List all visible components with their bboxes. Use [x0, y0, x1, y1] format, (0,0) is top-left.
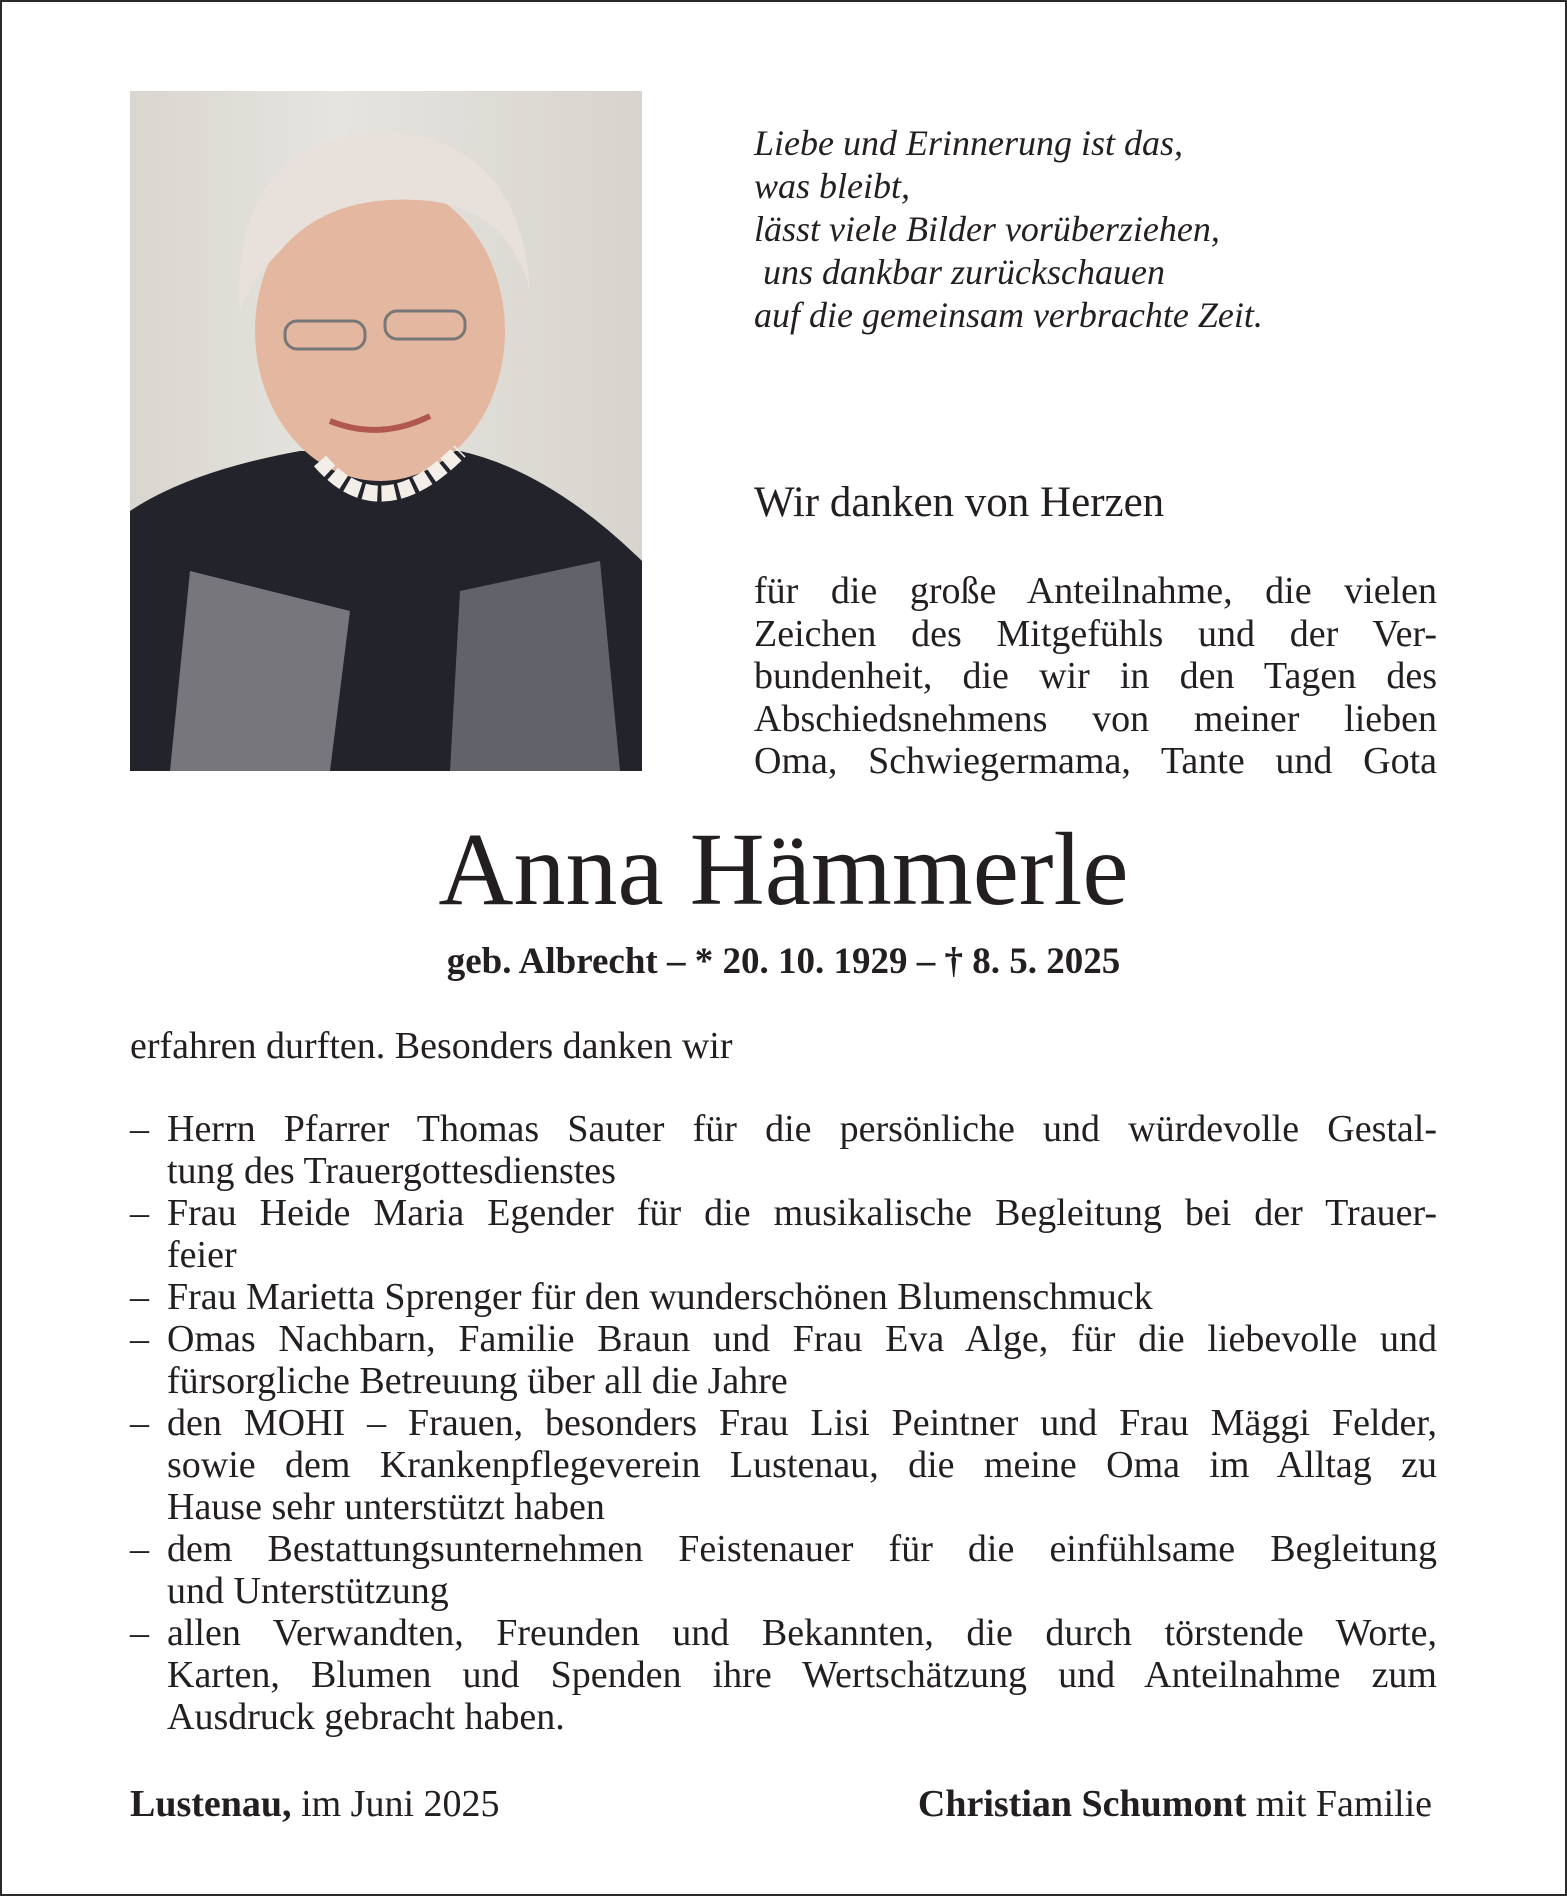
list-item-line: Hause sehr unterstützt haben — [167, 1486, 605, 1528]
list-item — [130, 1612, 1437, 1738]
paragraph-line: bundenheit, die wir in den Tagen des — [754, 655, 1437, 697]
list-item-line: den MOHI – Frauen, besonders Frau Lisi Peintner und Frau Mäggi Felder, — [167, 1402, 1437, 1444]
list-item — [130, 1402, 1437, 1528]
dash-bullet: – — [130, 1192, 149, 1234]
list-item — [130, 1318, 1437, 1402]
place-date — [130, 1782, 500, 1826]
list-item-line: Karten, Blumen und Spenden ihre Wertschätzung und Anteilnahme zum — [167, 1654, 1437, 1696]
paragraph-line: Zeichen des Mitgefühls und der Ver- — [754, 612, 1437, 655]
dash-bullet: – — [130, 1612, 149, 1654]
list-item-line: Ausdruck gebracht haben. — [167, 1696, 565, 1738]
list-item-line: dem Bestattungsunternehmen Feistenauer für die einfühlsame Begleitung — [167, 1528, 1437, 1570]
dash-bullet: – — [130, 1276, 149, 1318]
poem-line: uns dankbar zurückschauen — [754, 252, 1165, 292]
list-item — [130, 1276, 1437, 1318]
list-item — [130, 1192, 1437, 1276]
list-item-line: tung des Trauergottesdienstes — [167, 1150, 616, 1192]
poem-line: Liebe und Erinnerung ist das, — [754, 123, 1183, 163]
poem-line: lässt viele Bilder vorüberziehen, — [754, 209, 1220, 249]
dash-bullet: – — [130, 1528, 149, 1570]
signer-name: Christian Schumont — [917, 1783, 1247, 1825]
signature — [918, 1782, 1432, 1826]
dash-bullet: – — [130, 1402, 149, 1444]
thanks-paragraph — [754, 570, 1437, 783]
list-item-line: Frau Heide Maria Egender für die musikalische Begleitung bei der Trauer- — [167, 1192, 1437, 1234]
list-item-line: feier — [167, 1234, 237, 1276]
paragraph-line: Abschiedsnehmens von meiner lieben — [754, 697, 1437, 740]
poem — [754, 122, 1263, 337]
dash-bullet: – — [130, 1318, 149, 1360]
paragraph-line: für die große Anteilnahme, die vielen — [754, 570, 1437, 612]
signer-suffix: mit Familie — [1255, 1783, 1432, 1825]
list-item-line: allen Verwandten, Freunden und Bekannten, die durch törstende Worte, — [167, 1612, 1437, 1654]
list-item-line: fürsorgliche Betreuung über all die Jahre — [167, 1360, 788, 1402]
thanks-list — [130, 1108, 1437, 1738]
list-item-line: Herrn Pfarrer Thomas Sauter für die persönliche und würdevolle Gestal- — [167, 1108, 1437, 1150]
list-item-line: Frau Marietta Sprenger für den wunderschönen Blumenschmuck — [167, 1276, 1153, 1318]
place: Lustenau, — [130, 1783, 292, 1825]
list-item — [130, 1528, 1437, 1612]
paragraph-line: Oma, Schwiegermama, Tante und Gota — [754, 740, 1437, 782]
list-item-line: sowie dem Krankenpflegeverein Lustenau, die meine Oma im Alltag zu — [167, 1444, 1437, 1486]
date: im Juni 2025 — [301, 1783, 500, 1825]
list-item — [130, 1108, 1437, 1192]
intro-text: erfahren durften. Besonders danken wir — [130, 1025, 733, 1067]
dash-bullet: – — [130, 1108, 149, 1150]
list-item-line: Omas Nachbarn, Familie Braun und Frau Eva Alge, für die liebevolle und — [167, 1318, 1437, 1360]
deceased-dates: geb. Albrecht – * 20. 10. 1929 – † 8. 5. 2025 — [446, 941, 1121, 982]
list-item-line: und Unterstützung — [167, 1570, 449, 1612]
thanks-heading: Wir danken von Herzen — [754, 479, 1165, 526]
poem-line: auf die gemeinsam verbrachte Zeit. — [754, 295, 1263, 335]
deceased-name: Anna Hämmerle — [438, 812, 1129, 927]
portrait-photo — [130, 91, 642, 771]
poem-line: was bleibt, — [754, 166, 911, 206]
